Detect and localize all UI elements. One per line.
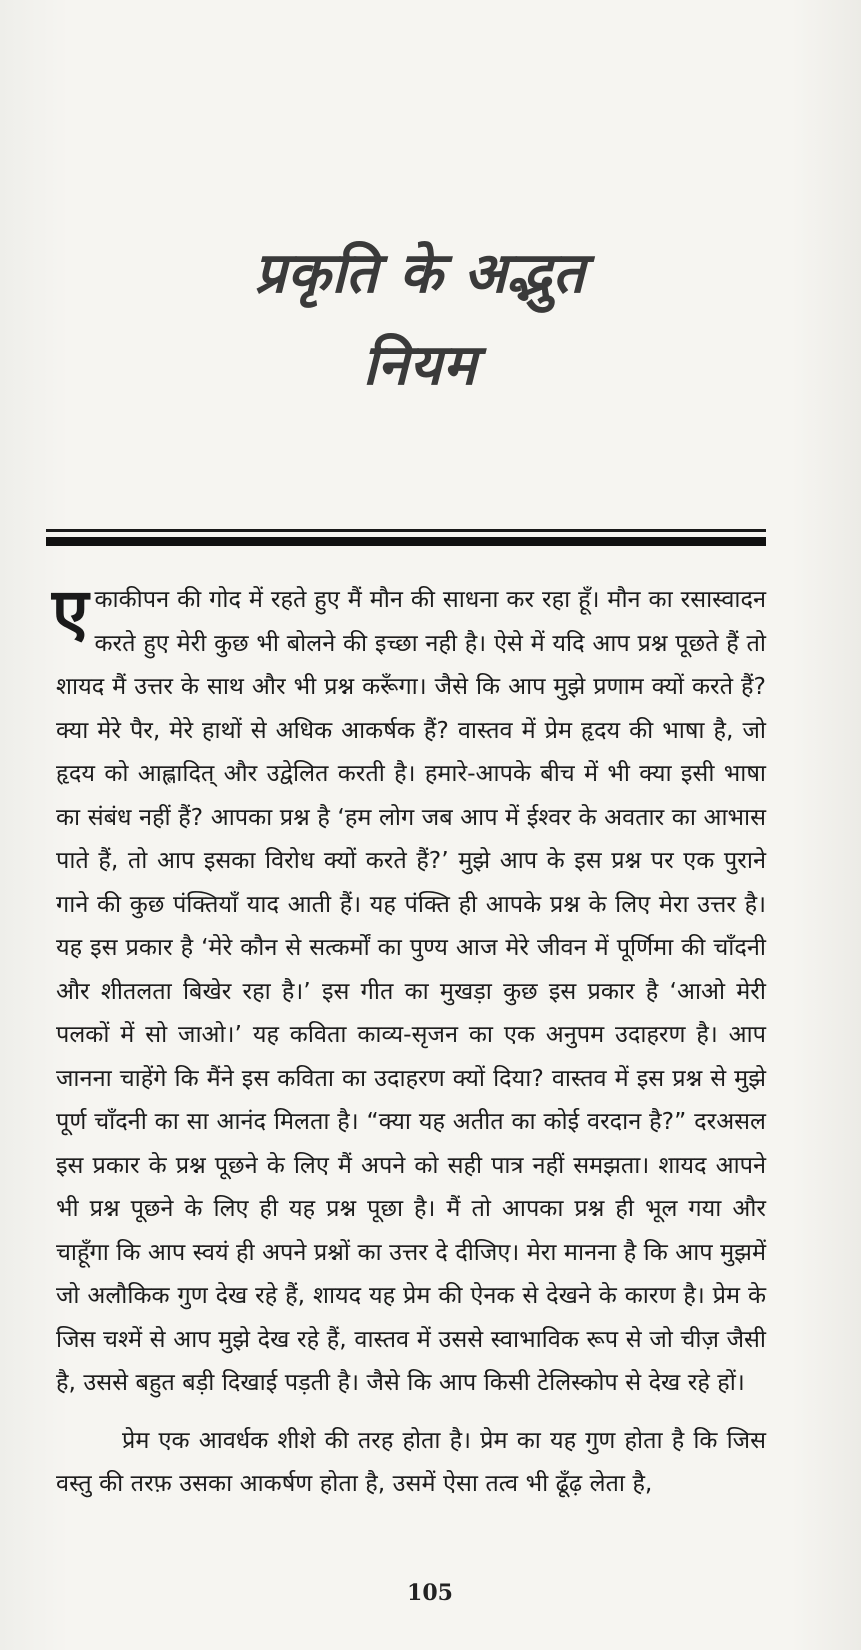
- drop-cap: ए: [52, 574, 89, 651]
- chapter-title-line-1: प्रकृति के अद्भुत: [254, 241, 586, 306]
- paragraph-2: प्रेम एक आवर्धक शीशे की तरह होता है। प्रेम का यह गुण होता है कि जिस वस्तु की तरफ़ उसका आकर्षण होता है, उसमें ऐसा तत्व भी ढूँढ़ लेता है,: [56, 1425, 766, 1497]
- title-divider-thick: [46, 537, 766, 546]
- page-number: 105: [407, 1580, 453, 1606]
- chapter-body: [52, 574, 766, 1506]
- paragraph-1-text: काकीपन की गोद में रहते हुए मैं मौन की साधना कर रहा हूँ। मौन का रसास्वादन करते हुए मेरी कुछ भी बोलने की इच्छा नही है। ऐसे में यदि आप प्रश्न पूछते हैं तो शायद मैं उत्तर के साथ और भी प्रश्न करूँगा। जैसे कि आप मुझे प्रणाम क्यों करते हैं? क्या मेरे पैर, मेरे हाथों से अधिक आकर्षक हैं? वास्तव में प्रेम हृदय की भाषा है, जो हृदय को आह्लादित् और उद्वेलित करती है। हमारे-आपके बीच में भी क्या इसी भाषा का संबंध नहीं हैं? आपका प्रश्न है ‘हम लोग जब आप में ईश्वर के अवतार का आभास पाते हैं, तो आप इसका विरोध क्यों करते हैं?’ मुझे आप के इस प्रश्न पर एक पुराने गाने की कुछ पंक्तियाँ याद आती हैं। यह पंक्ति ही आपके प्रश्न के लिए मेरा उत्तर है। यह इस प्रकार है ‘मेरे कौन से सत्कर्मों का पुण्य आज मेरे जीवन में पूर्णिमा की चाँदनी और शीतलता बिखेर रहा है।’ इस गीत का मुखड़ा कुछ इस प्रकार है ‘आओ मेरी पलकों में सो जाओ।’ यह कविता काव्य-सृजन का एक अनुपम उदाहरण है। आप जानना चाहेंगे कि मैंने इस कविता का उदाहरण क्यों दिया? वास्तव में इस प्रश्न से मुझे पूर्ण चाँदनी का सा आनंद मिलता है। “क्या यह अतीत का कोई वरदान है?” दरअसल इस प्रकार के प्रश्न पूछने के लिए मैं अपने को सही पात्र नहीं समझता। शायद आपने भी प्रश्न पूछने के लिए ही यह प्रश्न पूछा है। मैं तो आपका प्रश्न ही भूल गया और चाहूँगा कि आप स्वयं ही अपने प्रश्नों का उत्तर दे दीजिए। मेरा मानना है कि आप मुझमें जो अलौकिक गुण देख रहे हैं, शायद यह प्रेम की ऐनक से देखने के कारण है। प्रेम के जिस चश्में से आप मुझे देख रहे हैं, वास्तव में उससे स्वाभाविक रूप से जो चीज़ जैसी है, उससे बहुत बड़ी दिखाई पड़ती है। जैसे कि आप किसी टेलिस्कोप से देख रहे हों।: [56, 585, 766, 1396]
- title-divider-thin: [46, 529, 766, 532]
- chapter-title-line-2: नियम: [362, 333, 478, 398]
- paragraph-1: [52, 574, 766, 1405]
